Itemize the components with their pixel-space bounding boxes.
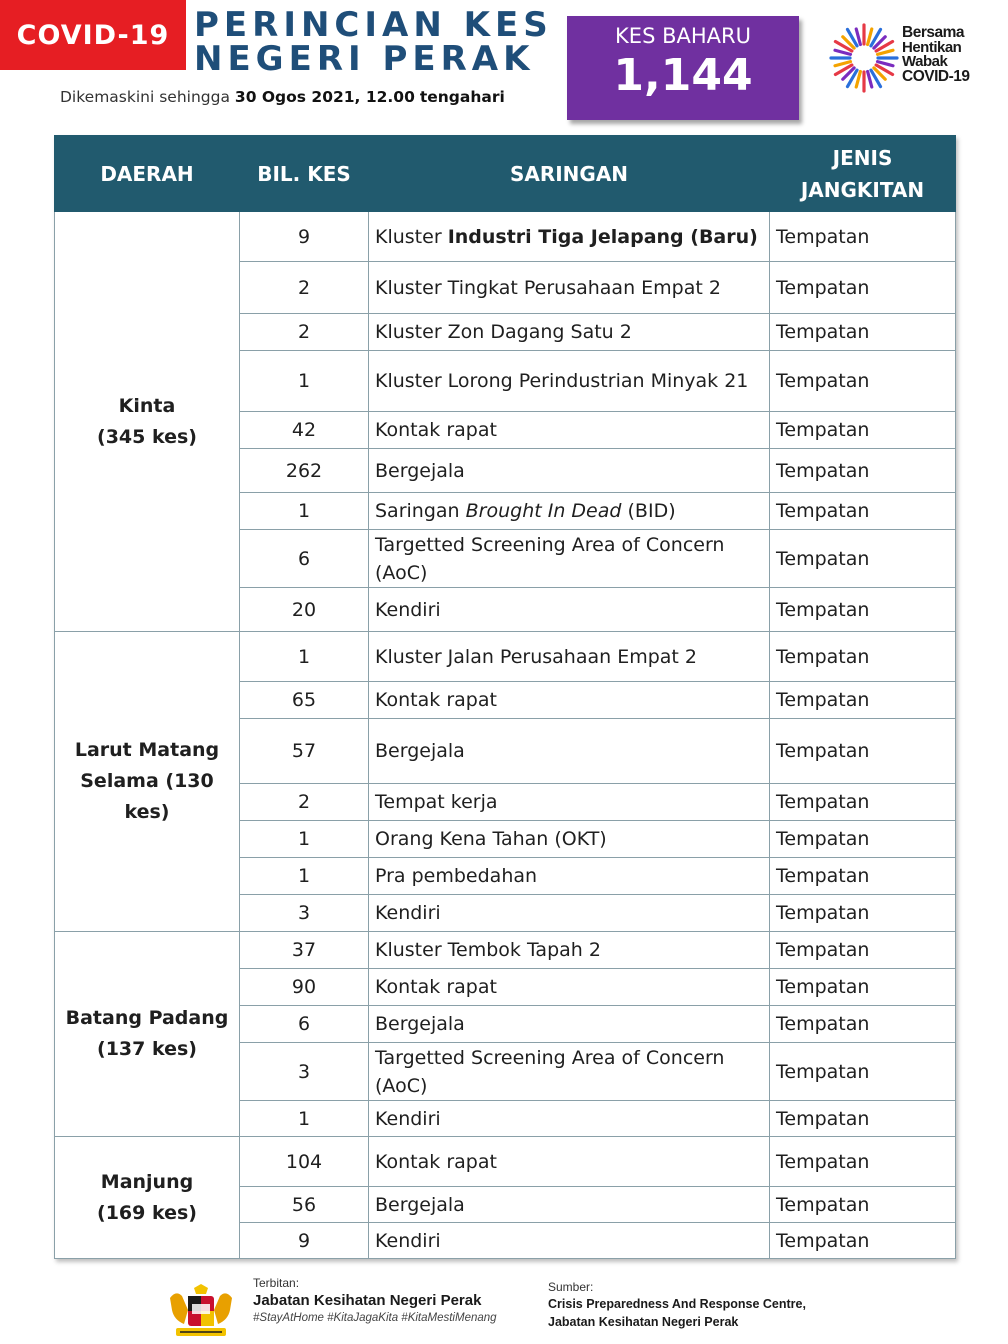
- bil-kes-cell: 2: [240, 784, 369, 821]
- page-title: [194, 5, 553, 79]
- header-saringan: SARINGAN: [369, 136, 770, 212]
- sumber-label: Sumber:: [548, 1280, 594, 1294]
- saringan-suffix: (BID): [627, 500, 676, 522]
- jenis-cell: Tempatan: [770, 314, 956, 351]
- bil-kes-cell: 3: [240, 1043, 369, 1101]
- crest-icon: [162, 1280, 240, 1342]
- saringan-bold: Industri Tiga Jelapang (Baru): [447, 225, 758, 248]
- table-row: [55, 1137, 956, 1187]
- jenis-cell: Tempatan: [770, 719, 956, 784]
- hashtags: #StayAtHome #KitaJagaKita #KitaMestiMenang: [253, 1312, 497, 1324]
- bil-kes-cell: 56: [240, 1187, 369, 1223]
- publisher-block: [253, 1276, 497, 1324]
- jenis-cell: Tempatan: [770, 1101, 956, 1137]
- header-bil-kes: BIL. KES: [240, 136, 369, 212]
- bil-kes-cell: 1: [240, 351, 369, 412]
- jenis-cell: Tempatan: [770, 530, 956, 588]
- header-jenis-jangkitan: [770, 136, 956, 212]
- bil-kes-cell: 1: [240, 632, 369, 682]
- jenis-cell: Tempatan: [770, 449, 956, 493]
- saringan-cell: Kendiri: [369, 1223, 770, 1259]
- jenis-cell: Tempatan: [770, 262, 956, 314]
- source-line-1: Crisis Preparedness And Response Centre,: [548, 1297, 806, 1311]
- saringan-cell: Kendiri: [369, 588, 770, 632]
- bil-kes-cell: 6: [240, 530, 369, 588]
- jenis-cell: Tempatan: [770, 858, 956, 895]
- saringan-cell: Kluster Jalan Perusahaan Empat 2: [369, 632, 770, 682]
- new-cases-value: 1,144: [613, 50, 753, 101]
- publisher-name: Jabatan Kesihatan Negeri Perak: [253, 1292, 482, 1309]
- district-name: Larut Matang: [74, 739, 220, 761]
- saringan-cell: Kluster Tembok Tapah 2: [369, 932, 770, 969]
- logo-line-4: COVID-19: [902, 67, 970, 85]
- logo-text: [902, 26, 970, 84]
- table-row: [55, 932, 956, 969]
- jenis-cell: Tempatan: [770, 351, 956, 412]
- jenis-cell: Tempatan: [770, 632, 956, 682]
- jenis-cell: Tempatan: [770, 493, 956, 530]
- saringan-cell: Targetted Screening Area of Concern (AoC): [369, 530, 770, 588]
- bil-kes-cell: 65: [240, 682, 369, 719]
- jenis-cell: Tempatan: [770, 895, 956, 932]
- jenis-cell: Tempatan: [770, 969, 956, 1006]
- title-line-2: NEGERI PERAK: [194, 39, 535, 79]
- saringan-cell: Kluster Lorong Perindustrian Minyak 21: [369, 351, 770, 412]
- logo-line-3: Wabak: [902, 53, 948, 70]
- jenis-cell: Tempatan: [770, 1223, 956, 1259]
- bil-kes-cell: 57: [240, 719, 369, 784]
- bil-kes-cell: 1: [240, 1101, 369, 1137]
- saringan-cell: Bergejala: [369, 449, 770, 493]
- jenis-cell: Tempatan: [770, 1187, 956, 1223]
- updated-date: 30 Ogos 2021, 12.00: [234, 88, 415, 106]
- district-cell: [55, 1137, 240, 1259]
- saringan-cell: Kendiri: [369, 1101, 770, 1137]
- bil-kes-cell: 104: [240, 1137, 369, 1187]
- update-timestamp: [60, 88, 505, 106]
- district-name: Kinta: [118, 394, 176, 417]
- district-name: Batang Padang: [65, 1007, 229, 1029]
- covid-19-badge: COVID-19: [0, 0, 186, 70]
- jenis-cell: Tempatan: [770, 1006, 956, 1043]
- saringan-cell: Targetted Screening Area of Concern (AoC): [369, 1043, 770, 1101]
- updated-prefix: Dikemaskini sehingga: [60, 88, 230, 106]
- jenis-cell: Tempatan: [770, 682, 956, 719]
- header-jenis-line-1: JENIS: [832, 145, 893, 170]
- jenis-cell: Tempatan: [770, 1137, 956, 1187]
- district-cell: [55, 632, 240, 932]
- saringan-cell: Kontak rapat: [369, 412, 770, 449]
- bil-kes-cell: 2: [240, 314, 369, 351]
- table-row: [55, 632, 956, 682]
- saringan-cell: Bergejala: [369, 1187, 770, 1223]
- terbitan-label: Terbitan:: [253, 1276, 300, 1290]
- saringan-cell: Kontak rapat: [369, 1137, 770, 1187]
- bil-kes-cell: 9: [240, 1223, 369, 1259]
- jenis-cell: Tempatan: [770, 932, 956, 969]
- bil-kes-cell: 6: [240, 1006, 369, 1043]
- logo-line-2: Hentikan: [902, 38, 962, 56]
- saringan-cell: Kluster Zon Dagang Satu 2: [369, 314, 770, 351]
- jenis-cell: Tempatan: [770, 588, 956, 632]
- saringan-cell: [369, 493, 770, 530]
- bil-kes-cell: 1: [240, 858, 369, 895]
- saringan-cell: Bergejala: [369, 719, 770, 784]
- saringan-prefix: Saringan: [375, 500, 460, 522]
- saringan-prefix: Kluster: [375, 225, 442, 248]
- district-count: (345 kes): [97, 425, 197, 448]
- bil-kes-cell: 20: [240, 588, 369, 632]
- saringan-cell: Kontak rapat: [369, 969, 770, 1006]
- source-line-2: Jabatan Kesihatan Negeri Perak: [548, 1315, 739, 1329]
- district-cell: [55, 212, 240, 632]
- sunburst-icon: [828, 18, 900, 98]
- saringan-cell: [369, 212, 770, 262]
- jenis-cell: Tempatan: [770, 821, 956, 858]
- jenis-cell: Tempatan: [770, 784, 956, 821]
- saringan-cell: Bergejala: [369, 1006, 770, 1043]
- title-line-1: PERINCIAN KES: [194, 5, 553, 45]
- footer: [0, 1270, 1008, 1344]
- saringan-cell: Kendiri: [369, 895, 770, 932]
- bil-kes-cell: 1: [240, 493, 369, 530]
- bil-kes-cell: 42: [240, 412, 369, 449]
- updated-suffix: tengahari: [419, 88, 505, 106]
- jenis-cell: Tempatan: [770, 412, 956, 449]
- bil-kes-cell: 2: [240, 262, 369, 314]
- district-cell: [55, 932, 240, 1137]
- table-header-row: [55, 136, 956, 212]
- district-count: Selama (130 kes): [80, 770, 214, 823]
- district-count: (137 kes): [97, 1038, 197, 1060]
- district-name: Manjung: [100, 1170, 194, 1193]
- table-row: [55, 212, 956, 262]
- jenis-cell: Tempatan: [770, 212, 956, 262]
- case-breakdown-table: [54, 135, 956, 1259]
- logo-line-1: Bersama: [902, 24, 964, 41]
- bil-kes-cell: 90: [240, 969, 369, 1006]
- saringan-cell: Kluster Tingkat Perusahaan Empat 2: [369, 262, 770, 314]
- bil-kes-cell: 9: [240, 212, 369, 262]
- bil-kes-cell: 3: [240, 895, 369, 932]
- new-cases-label: KES BAHARU: [615, 24, 751, 48]
- bersama-hentikan-logo: [828, 18, 998, 98]
- bil-kes-cell: 262: [240, 449, 369, 493]
- header-jenis-line-2: JANGKITAN: [800, 177, 925, 202]
- header-daerah: DAERAH: [55, 136, 240, 212]
- saringan-italic: Brought In Dead: [465, 500, 622, 522]
- district-count: (169 kes): [97, 1201, 197, 1224]
- saringan-cell: Tempat kerja: [369, 784, 770, 821]
- bil-kes-cell: 37: [240, 932, 369, 969]
- saringan-cell: Kontak rapat: [369, 682, 770, 719]
- new-cases-box: [567, 16, 799, 120]
- saringan-cell: Pra pembedahan: [369, 858, 770, 895]
- jenis-cell: Tempatan: [770, 1043, 956, 1101]
- saringan-cell: Orang Kena Tahan (OKT): [369, 821, 770, 858]
- source-block: [548, 1280, 806, 1330]
- bil-kes-cell: 1: [240, 821, 369, 858]
